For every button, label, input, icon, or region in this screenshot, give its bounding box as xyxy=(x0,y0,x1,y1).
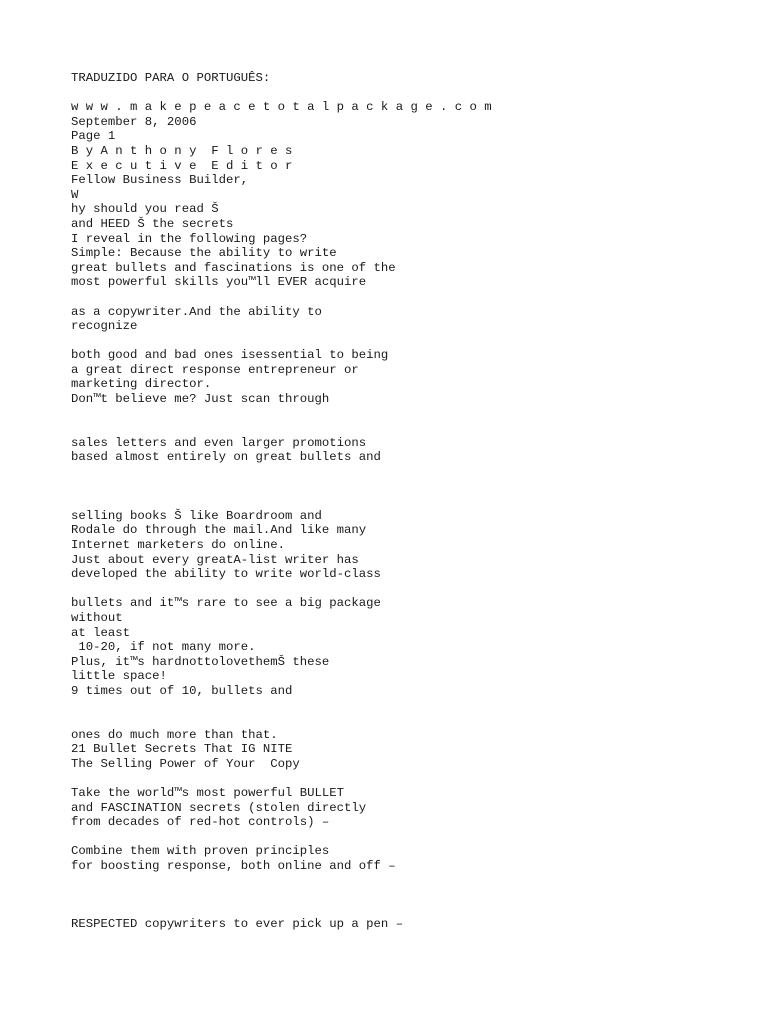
text-line: Fellow Business Builder, xyxy=(71,173,249,188)
text-line: Just about every greatA-list writer has xyxy=(71,552,359,567)
text-line: Simple: Because the ability to write xyxy=(71,246,337,261)
blank-line xyxy=(71,494,751,509)
blank-line xyxy=(71,480,751,495)
text-line: selling books Š like Boardroom and xyxy=(71,508,322,523)
text-line: Internet marketers do online. xyxy=(71,538,286,552)
text-line: and HEED Š the secrets xyxy=(71,216,234,231)
blank-line xyxy=(71,290,751,305)
document-page xyxy=(71,71,751,932)
text-line: 10-20, if not many more. xyxy=(71,640,256,655)
text-line: Combine them with proven principles xyxy=(71,844,330,859)
blank-line xyxy=(71,888,751,903)
text-line: I reveal in the following pages? xyxy=(71,231,308,246)
text-line: and FASCINATION secrets (stolen directly xyxy=(71,800,367,815)
text-line: most powerful skills you™ll EVER acquire xyxy=(71,275,367,290)
text-line: recognize xyxy=(71,319,138,334)
text-line: hy should you read Š xyxy=(71,202,219,217)
blank-line xyxy=(71,407,751,422)
text-line: without xyxy=(71,610,123,625)
blank-line xyxy=(71,582,751,597)
text-line: Don™t believe me? Just scan through xyxy=(71,392,330,407)
blank-line xyxy=(71,334,751,349)
text-line: great bullets and fascinations is one of the xyxy=(71,260,396,275)
blank-line xyxy=(71,874,751,889)
text-line: sales letters and even larger promotions xyxy=(71,435,367,450)
text-line: September 8, 2006 xyxy=(71,114,197,129)
text-line: w w w . m a k e p e a c e t o t a l p a c k a g e . c o m xyxy=(71,100,492,115)
text-line: little space! xyxy=(71,669,167,684)
text-line: E x e c u t i v e E d i t o r xyxy=(71,158,293,173)
text-line: The Selling Power of Your Copy xyxy=(71,756,300,771)
text-line: W xyxy=(71,187,79,202)
text-line: RESPECTED copywriters to ever pick up a pen – xyxy=(71,917,404,932)
text-line: marketing director. xyxy=(71,377,212,392)
blank-line xyxy=(71,86,751,101)
text-line: Page 1 xyxy=(71,129,116,144)
text-line: bullets and it™s rare to see a big package xyxy=(71,596,381,611)
text-line: as a copywriter.And the ability to xyxy=(71,304,322,319)
text-line: ones do much more than that. xyxy=(71,727,278,742)
text-line: Take the world™s most powerful BULLET xyxy=(71,786,345,801)
text-line: based almost entirely on great bullets and xyxy=(71,450,381,465)
text-line: for boosting response, both online and off – xyxy=(71,859,396,874)
text-line: Plus, it™s hardnottolovethemŠ these xyxy=(71,654,330,669)
text-line: developed the ability to write world-class xyxy=(71,567,381,582)
text-line: B y A n t h o n y F l o r e s xyxy=(71,143,293,158)
blank-line xyxy=(71,713,751,728)
text-line: 9 times out of 10, bullets and xyxy=(71,683,293,698)
text-line: Rodale do through the mail.And like many xyxy=(71,523,367,538)
text-line: TRADUZIDO PARA O PORTUGUÊS: xyxy=(71,71,271,85)
blank-line xyxy=(71,699,751,714)
text-line: 21 Bullet Secrets That IG NITE xyxy=(71,742,293,757)
blank-line xyxy=(71,903,751,918)
text-line: a great direct response entrepreneur or xyxy=(71,362,359,377)
blank-line xyxy=(71,772,751,787)
blank-line xyxy=(71,830,751,845)
blank-line xyxy=(71,421,751,436)
text-line: both good and bad ones isessential to being xyxy=(71,348,389,363)
text-line: from decades of red-hot controls) – xyxy=(71,815,330,830)
text-line: at least xyxy=(71,625,131,640)
blank-line xyxy=(71,465,751,480)
